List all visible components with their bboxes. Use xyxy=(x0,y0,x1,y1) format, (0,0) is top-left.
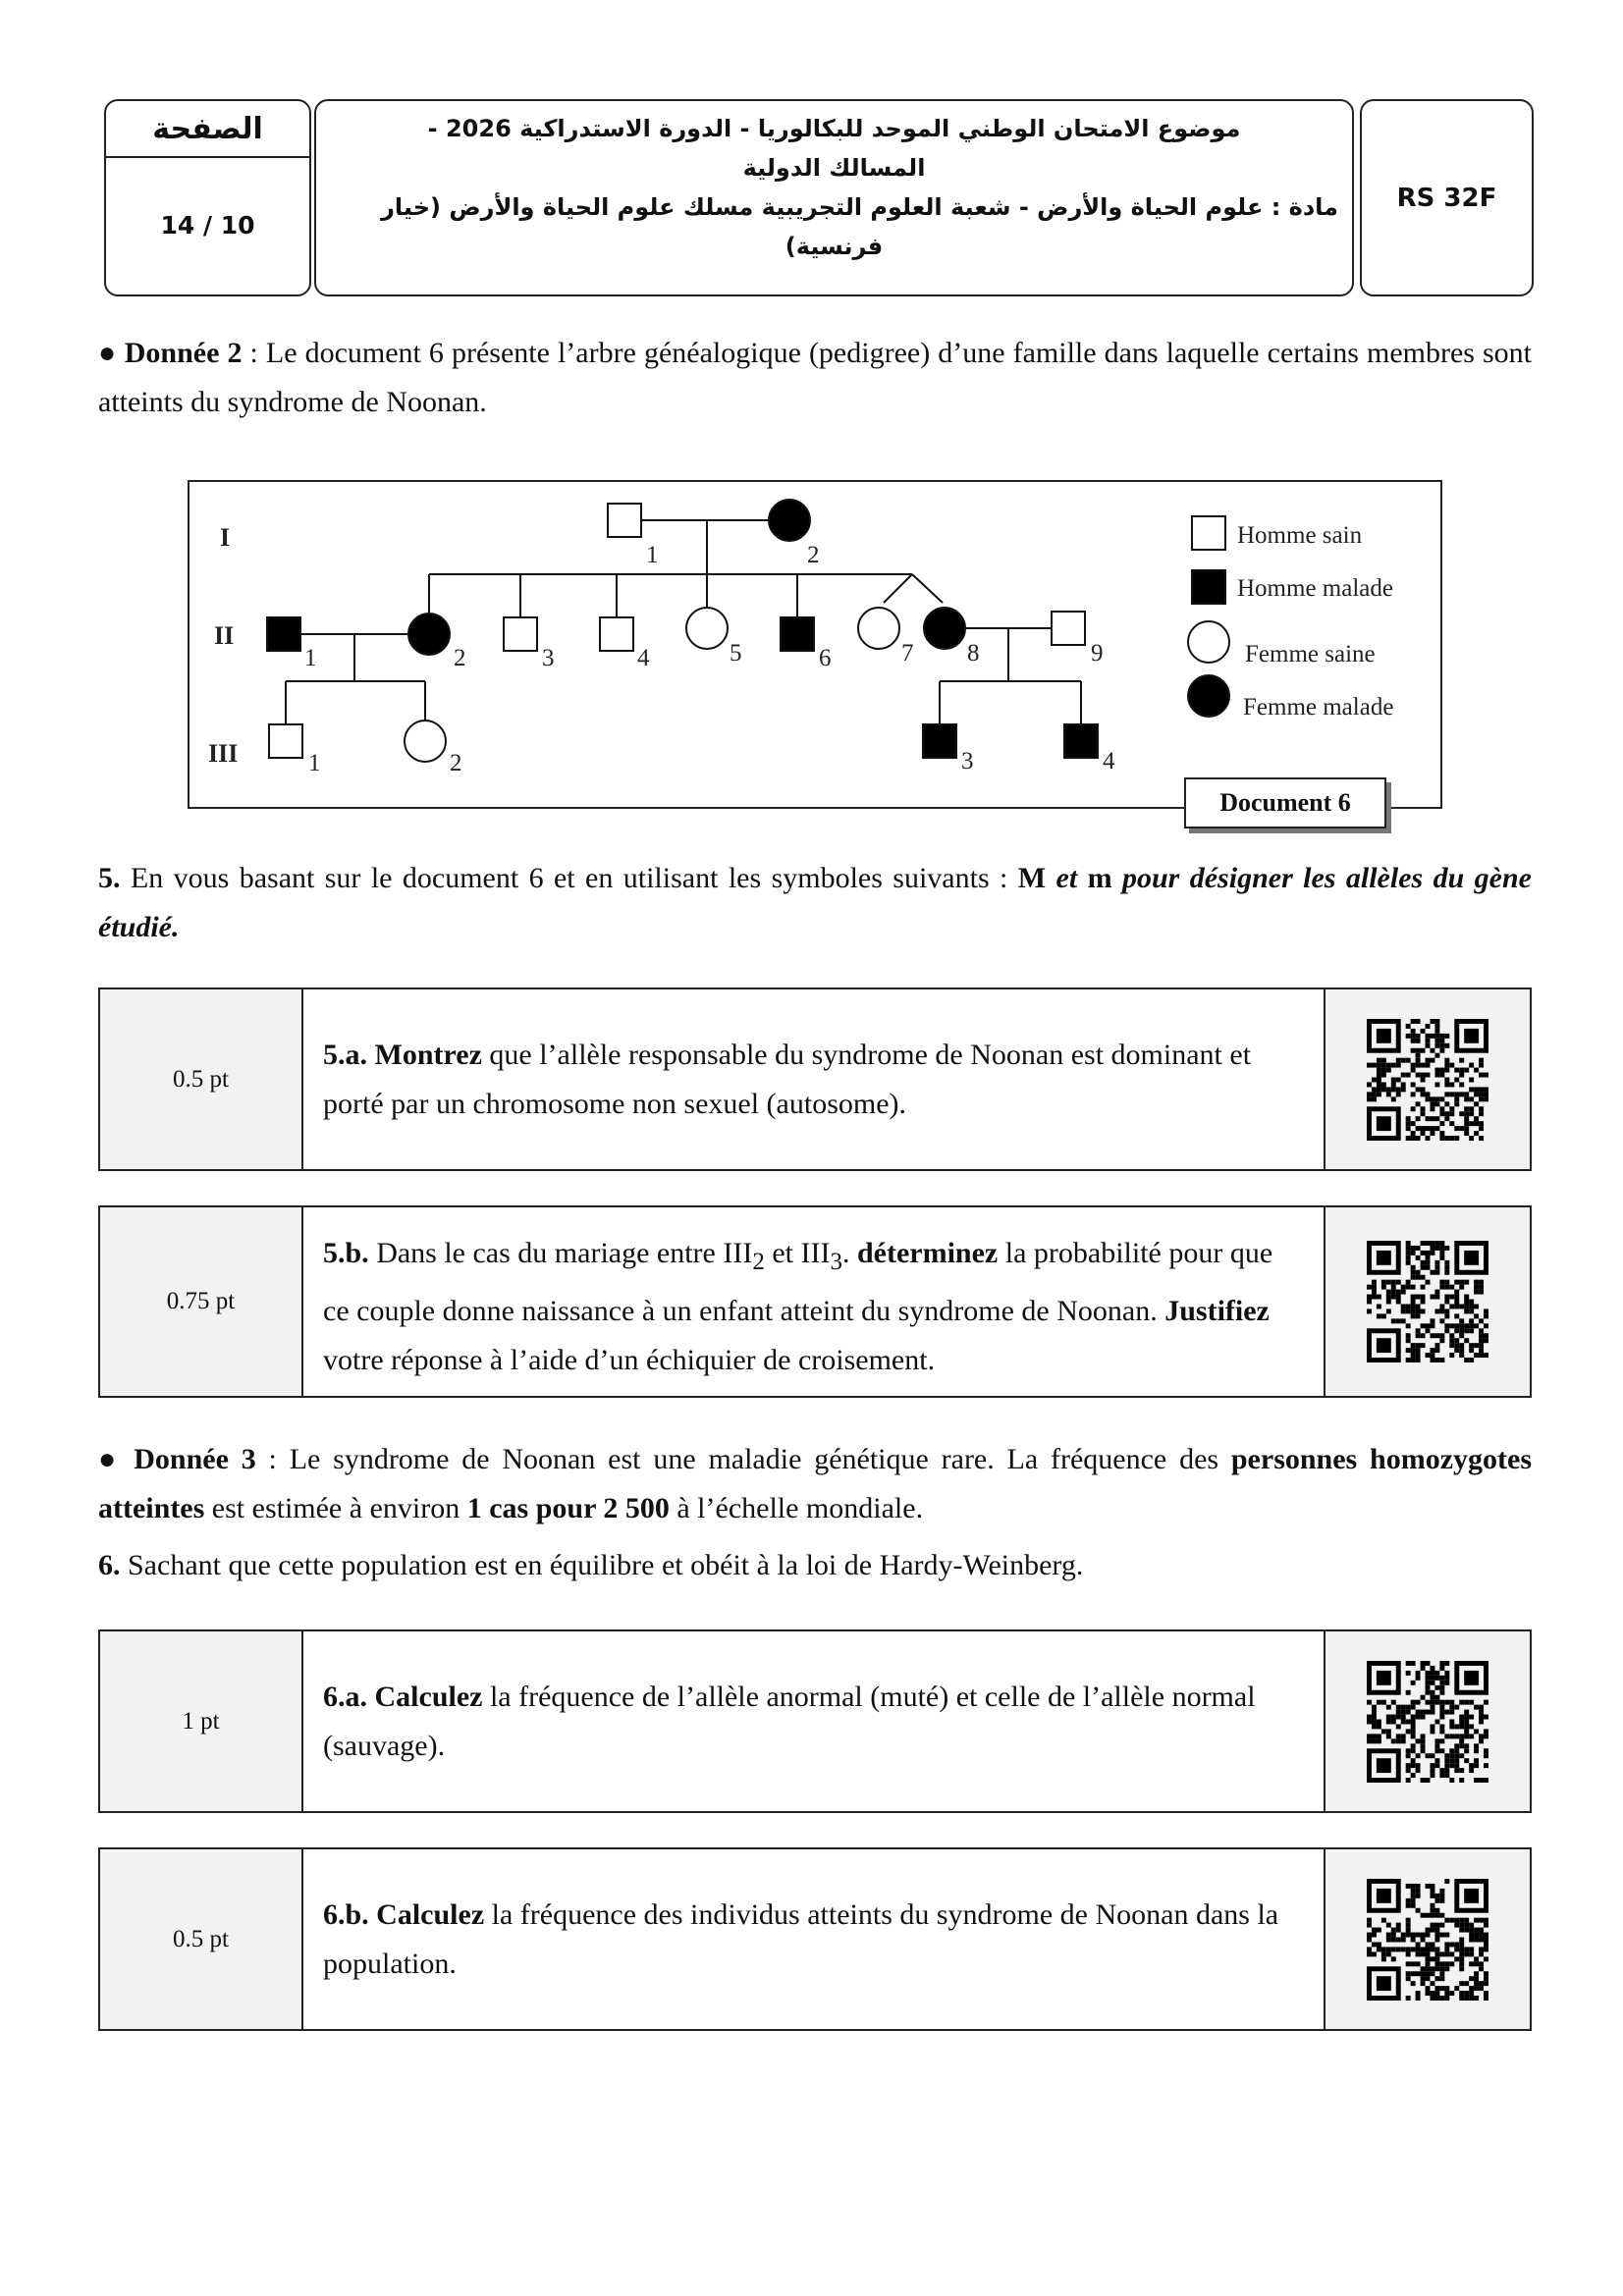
question-5-instruction: pour désigner les allèles du gène étudié. xyxy=(98,862,1532,943)
question-5b-verb: déterminez xyxy=(856,1237,999,1269)
individual-number: 7 xyxy=(901,640,914,667)
pedigree-II5-healthy-female xyxy=(686,608,728,649)
individual-number: 1 xyxy=(308,750,321,776)
individual-number: 9 xyxy=(1091,640,1104,667)
donnee-3-frequency: 1 cas pour 2 500 xyxy=(466,1492,670,1524)
legend-healthy-male-label: Homme sain xyxy=(1237,522,1363,549)
question-6a-body: la fréquence de l’allèle anormal (muté) et celle de l’allèle normal (sauvage). xyxy=(323,1681,1256,1762)
question-5a-body: que l’allèle responsable du syndrome de Noonan est dominant et porté par un chromosome non sexuel (autosome). xyxy=(323,1039,1252,1120)
individual-number: 2 xyxy=(807,542,820,568)
pedigree-II1-affected-male xyxy=(267,617,300,651)
donnee-3-paragraph xyxy=(98,1435,1532,1533)
bullet: ● xyxy=(98,1443,122,1475)
pedigree-III3-affected-male xyxy=(923,724,956,758)
legend-healthy-female-label: Femme saine xyxy=(1245,641,1376,667)
question-6a-row xyxy=(98,1629,1532,1813)
question-5a-points: 0.5 pt xyxy=(100,989,303,1169)
individual-number: 4 xyxy=(637,645,650,671)
page-label: الصفحة xyxy=(106,101,309,158)
subscript: 3 xyxy=(830,1249,842,1275)
question-5b-text xyxy=(303,1207,1324,1396)
qr-code-icon xyxy=(1367,1019,1488,1141)
legend-healthy-female-icon xyxy=(1188,621,1229,663)
pedigree-II3-healthy-male xyxy=(504,617,537,651)
legend-healthy-male-icon xyxy=(1192,516,1225,550)
individual-number: 6 xyxy=(819,645,832,671)
pedigree-II7-healthy-female xyxy=(858,608,899,649)
legend-affected-female-icon xyxy=(1188,675,1229,717)
allele-symbol-M: M xyxy=(1017,862,1047,894)
bullet: ● xyxy=(98,337,117,369)
question-6a-points: 1 pt xyxy=(100,1631,303,1811)
question-6b-body: la fréquence des individus atteints du syndrome de Noonan dans la population. xyxy=(323,1898,1279,1980)
individual-number: 4 xyxy=(1103,748,1115,774)
exam-code-box xyxy=(1360,99,1534,296)
pedigree-III4-affected-male xyxy=(1064,724,1098,758)
question-6b-text xyxy=(303,1849,1324,2029)
pedigree-III1-healthy-male xyxy=(269,724,302,758)
question-6b-label: 6.b. Calculez xyxy=(323,1898,485,1931)
page-box xyxy=(104,99,311,296)
question-6b-row xyxy=(98,1847,1532,2031)
question-6-paragraph xyxy=(98,1541,1532,1590)
question-5a-qr-code[interactable] xyxy=(1324,989,1530,1169)
question-5-number: 5. xyxy=(98,862,121,894)
pedigree-III2-healthy-female xyxy=(405,721,446,762)
qr-code-icon xyxy=(1367,1241,1488,1362)
document-label: Document 6 xyxy=(1184,777,1386,828)
individual-number: 3 xyxy=(542,645,555,671)
question-5b-body: Dans le cas du mariage entre III xyxy=(368,1237,753,1269)
question-5b-body: votre réponse à l’aide d’un échiquier de croisement. xyxy=(323,1344,936,1376)
generation-label-I: I xyxy=(220,523,231,552)
pedigree-I2-affected-female xyxy=(769,500,810,541)
individual-number: 1 xyxy=(646,542,659,568)
question-5b-body: . xyxy=(841,1237,857,1269)
question-5a-label: 5.a. Montrez xyxy=(323,1039,482,1071)
legend-affected-female-label: Femme malade xyxy=(1243,694,1394,721)
question-6-number: 6. xyxy=(98,1549,121,1581)
donnee-3-text: : Le syndrome de Noonan est une maladie génétique rare. La fréquence des xyxy=(255,1443,1231,1475)
generation-label-III: III xyxy=(208,739,239,768)
question-5-text: En vous basant sur le document 6 et en utilisant les symboles suivants : xyxy=(120,862,1018,894)
pedigree-II8-affected-female xyxy=(924,608,965,649)
allele-symbol-m: m xyxy=(1087,862,1112,894)
pedigree-II6-affected-male xyxy=(781,617,814,651)
question-5b-verb-2: Justifiez xyxy=(1164,1295,1270,1327)
question-5b-points: 0.75 pt xyxy=(100,1207,303,1396)
donnee-3-label: Donnée 3 xyxy=(134,1443,256,1475)
question-6a-text xyxy=(303,1631,1324,1811)
page-number: 14 / 10 xyxy=(160,211,255,240)
legend-affected-male-icon xyxy=(1192,570,1225,604)
individual-number: 2 xyxy=(450,750,462,776)
question-5a-row xyxy=(98,988,1532,1171)
question-6a-label: 6.a. Calculez xyxy=(323,1681,483,1713)
individual-number: 8 xyxy=(967,640,980,667)
individual-number: 2 xyxy=(454,645,466,671)
legend-affected-male-label: Homme malade xyxy=(1237,575,1393,602)
exam-subject-line: مادة : علوم الحياة والأرض - شعبة العلوم التجريبية مسلك علوم الحياة والأرض (خيار xyxy=(381,193,1338,221)
exam-title-line-2: المسالك الدولية xyxy=(742,154,926,182)
question-5-paragraph xyxy=(98,854,1532,952)
question-5b-label: 5.b. xyxy=(323,1237,369,1269)
donnee-2-label: Donnée 2 xyxy=(124,337,243,369)
question-6-text: Sachant que cette population est en équilibre et obéit à la loi de Hardy-Weinberg. xyxy=(120,1549,1084,1581)
exam-title-line-1: موضوع الامتحان الوطني الموحد للبكالوريا - الدورة الاستدراكية 2026 - xyxy=(427,115,1241,142)
exam-title-box xyxy=(314,99,1354,296)
question-5b-qr-code[interactable] xyxy=(1324,1207,1530,1396)
question-5-et: et xyxy=(1046,862,1088,894)
donnee-3-text: est estimée à environ xyxy=(204,1492,467,1524)
question-5a-text xyxy=(303,989,1324,1169)
question-5b-body: la probabilité pour que ce couple donne naissance à un enfant atteint du syndrome de Noonan. xyxy=(323,1237,1273,1327)
exam-code: RS 32F xyxy=(1396,183,1497,213)
pedigree-II2-affected-female xyxy=(408,614,450,655)
question-5b-row xyxy=(98,1205,1532,1398)
individual-number: 3 xyxy=(961,748,974,774)
pedigree-chart xyxy=(188,480,1442,809)
individual-number: 5 xyxy=(730,640,742,667)
pedigree-II9-healthy-male xyxy=(1052,612,1085,645)
question-5b-body: et III xyxy=(764,1237,831,1269)
pedigree-II4-healthy-male xyxy=(600,617,633,651)
generation-label-II: II xyxy=(214,621,235,650)
question-6a-qr-code[interactable] xyxy=(1324,1631,1530,1811)
donnee-2-paragraph xyxy=(98,329,1532,427)
exam-subject-line-2: فرنسية) xyxy=(784,233,884,260)
question-6b-qr-code[interactable] xyxy=(1324,1849,1530,2029)
pedigree-I1-healthy-male xyxy=(608,504,641,537)
question-6b-points: 0.5 pt xyxy=(100,1849,303,2029)
qr-code-icon xyxy=(1367,1661,1488,1783)
donnee-2-text: : Le document 6 présente l’arbre généalogique (pedigree) d’une famille dans laquelle certains membres sont atteints du syndrome de Noonan. xyxy=(98,337,1533,418)
individual-number: 1 xyxy=(304,645,317,671)
subscript: 2 xyxy=(752,1249,765,1275)
donnee-3-emphasis: personnes homozygotes atteintes xyxy=(98,1443,1533,1524)
donnee-3-text: à l’échelle mondiale. xyxy=(669,1492,924,1524)
qr-code-icon xyxy=(1367,1879,1488,2001)
